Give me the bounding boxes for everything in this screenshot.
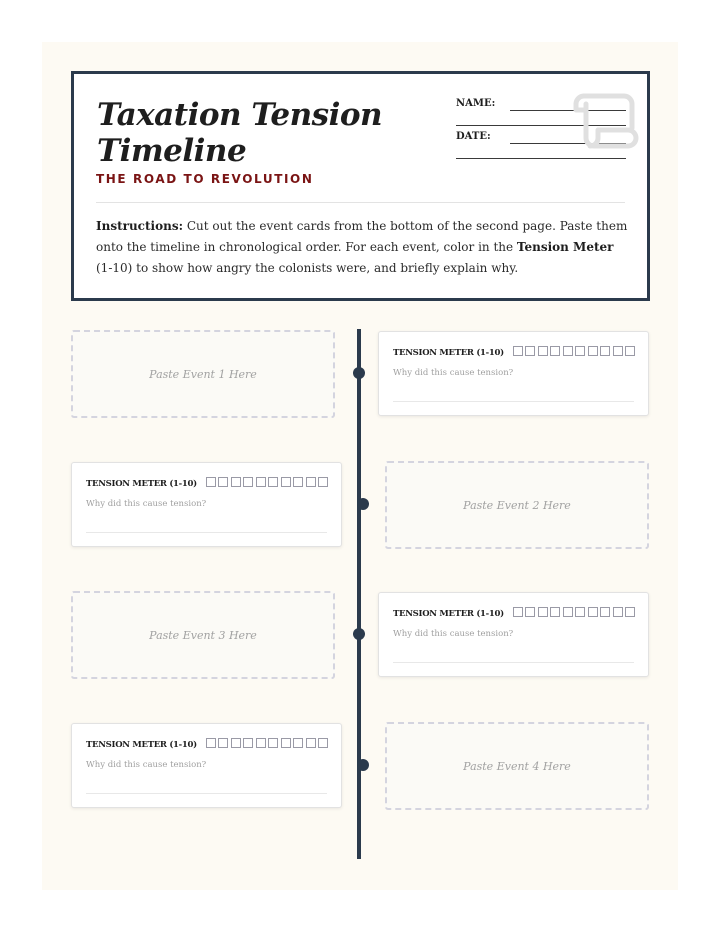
tension-prompt: Why did this cause tension? bbox=[393, 368, 514, 378]
tension-meter-box[interactable] bbox=[575, 607, 585, 617]
timeline-dot bbox=[353, 367, 365, 379]
tension-meter bbox=[513, 607, 636, 617]
tension-meter-box[interactable] bbox=[206, 738, 216, 748]
tension-meter-box[interactable] bbox=[293, 738, 303, 748]
tension-meter-box[interactable] bbox=[231, 477, 241, 487]
tension-meter-box[interactable] bbox=[563, 346, 573, 356]
instructions-lead: Instructions: bbox=[96, 219, 184, 233]
tension-meter-label: TENSION METER (1-10) bbox=[393, 609, 504, 619]
tension-meter-label: TENSION METER (1-10) bbox=[393, 348, 504, 358]
tension-meter-box[interactable] bbox=[281, 477, 291, 487]
header-box bbox=[71, 71, 650, 301]
tension-meter-box[interactable] bbox=[218, 738, 228, 748]
answer-line[interactable] bbox=[393, 401, 634, 402]
date-label: DATE: bbox=[456, 131, 491, 142]
tension-card-4 bbox=[71, 723, 342, 808]
tension-prompt: Why did this cause tension? bbox=[86, 760, 207, 770]
tension-meter-box[interactable] bbox=[256, 477, 266, 487]
timeline-line bbox=[357, 329, 361, 859]
tension-prompt: Why did this cause tension? bbox=[393, 629, 514, 639]
tension-meter-box[interactable] bbox=[538, 346, 548, 356]
tension-meter-box[interactable] bbox=[268, 738, 278, 748]
timeline-dot bbox=[357, 759, 369, 771]
tension-meter-box[interactable] bbox=[306, 738, 316, 748]
paste-area-label: Paste Event 1 Here bbox=[149, 367, 257, 381]
tension-meter-box[interactable] bbox=[256, 738, 266, 748]
tension-meter-box[interactable] bbox=[318, 738, 328, 748]
paste-area-4[interactable] bbox=[385, 722, 649, 810]
paste-area-1[interactable] bbox=[71, 330, 335, 418]
tension-meter-box[interactable] bbox=[525, 346, 535, 356]
tension-meter-box[interactable] bbox=[281, 738, 291, 748]
instructions-emphasis: Tension Meter bbox=[516, 240, 614, 254]
tension-meter-box[interactable] bbox=[525, 607, 535, 617]
paste-area-2[interactable] bbox=[385, 461, 649, 549]
tension-card-3 bbox=[378, 592, 649, 677]
tension-meter-box[interactable] bbox=[318, 477, 328, 487]
instructions-part2: (1-10) to show how angry the colonists were, and briefly explain why. bbox=[96, 261, 519, 275]
tension-meter-box[interactable] bbox=[293, 477, 303, 487]
tension-card-1 bbox=[378, 331, 649, 416]
answer-line[interactable] bbox=[393, 662, 634, 663]
tension-meter-box[interactable] bbox=[588, 607, 598, 617]
tension-meter-box[interactable] bbox=[550, 346, 560, 356]
paste-area-label: Paste Event 4 Here bbox=[463, 759, 571, 773]
tension-meter bbox=[206, 477, 329, 487]
scroll-icon bbox=[570, 86, 640, 152]
tension-meter-box[interactable] bbox=[600, 607, 610, 617]
timeline-dot bbox=[353, 628, 365, 640]
tension-meter-box[interactable] bbox=[231, 738, 241, 748]
tension-meter-box[interactable] bbox=[563, 607, 573, 617]
tension-meter-label: TENSION METER (1-10) bbox=[86, 479, 197, 489]
tension-meter-box[interactable] bbox=[243, 738, 253, 748]
tension-meter-box[interactable] bbox=[613, 607, 623, 617]
tension-meter-box[interactable] bbox=[218, 477, 228, 487]
tension-meter-box[interactable] bbox=[575, 346, 585, 356]
tension-meter-box[interactable] bbox=[513, 346, 523, 356]
answer-line[interactable] bbox=[86, 532, 327, 533]
tension-meter-box[interactable] bbox=[625, 607, 635, 617]
instructions-part1: Cut out the event cards from the bottom of the second page. Paste them onto the timeline in chronological order. For each event, color in the bbox=[96, 219, 628, 254]
tension-meter-box[interactable] bbox=[243, 477, 253, 487]
tension-prompt: Why did this cause tension? bbox=[86, 499, 207, 509]
tension-meter-box[interactable] bbox=[613, 346, 623, 356]
tension-meter-box[interactable] bbox=[625, 346, 635, 356]
instructions-text bbox=[96, 216, 631, 279]
worksheet-page bbox=[42, 42, 678, 890]
tension-meter-box[interactable] bbox=[538, 607, 548, 617]
tension-meter bbox=[206, 738, 329, 748]
paste-area-3[interactable] bbox=[71, 591, 335, 679]
name-label: NAME: bbox=[456, 98, 496, 109]
tension-meter-box[interactable] bbox=[268, 477, 278, 487]
tension-meter-box[interactable] bbox=[513, 607, 523, 617]
timeline-dot bbox=[357, 498, 369, 510]
tension-meter-box[interactable] bbox=[600, 346, 610, 356]
header-divider bbox=[96, 202, 625, 203]
page-title: Taxation Tension Timeline bbox=[97, 97, 383, 169]
tension-meter bbox=[513, 346, 636, 356]
paste-area-label: Paste Event 3 Here bbox=[149, 628, 257, 642]
page-subtitle: THE ROAD TO REVOLUTION bbox=[96, 172, 314, 186]
tension-meter-box[interactable] bbox=[306, 477, 316, 487]
tension-card-2 bbox=[71, 462, 342, 547]
tension-meter-box[interactable] bbox=[588, 346, 598, 356]
paste-area-label: Paste Event 2 Here bbox=[463, 498, 571, 512]
tension-meter-box[interactable] bbox=[206, 477, 216, 487]
answer-line[interactable] bbox=[86, 793, 327, 794]
tension-meter-box[interactable] bbox=[550, 607, 560, 617]
tension-meter-label: TENSION METER (1-10) bbox=[86, 740, 197, 750]
